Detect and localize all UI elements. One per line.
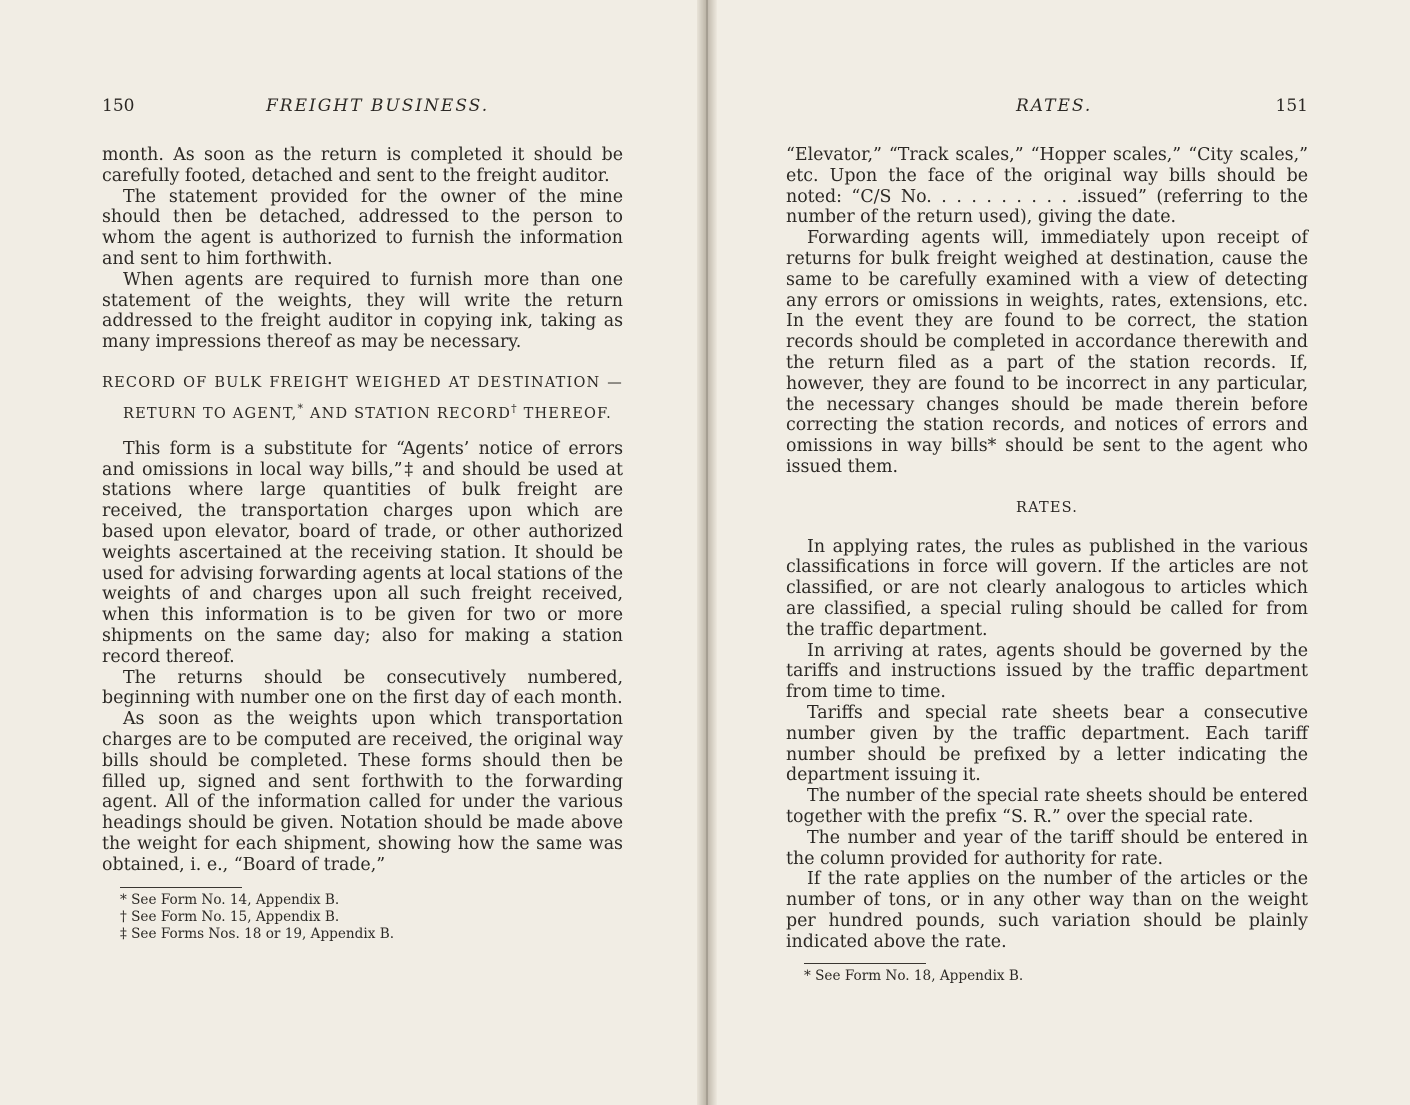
paragraph: The number of the special rate sheets should be entered together with the prefix “S. R.” over the special rate. (786, 786, 1308, 827)
paragraph: If the rate applies on the number of the articles or the number of tons, or in any other way than on the weight per hundred pounds, such variation should be plainly indicated above the rate. (786, 869, 1308, 952)
right-text-column (786, 145, 1308, 985)
paragraph: The statement provided for the owner of the mine should then be detached, addressed to the person to whom the agent is authorized to furnish the information and sent to him forthwith. (102, 186, 623, 269)
left-page (0, 0, 703, 1105)
section-heading-part-2: AND STATION RECORD (304, 405, 512, 422)
left-text-column (102, 145, 623, 943)
right-page-number: 151 (1275, 96, 1308, 116)
left-page-number: 150 (102, 96, 135, 116)
paragraph: In applying rates, the rules as published in the various classifications in force will govern. If the articles are not classified, or are not clearly analogous to articles which are classified, a special ruling should be called for from the traffic department. (786, 536, 1308, 640)
paragraph: Tariffs and special rate sheets bear a consecutive number given by the traffic department. Each tariff number should be prefixed by a letter indicating the department issuing it. (786, 702, 1308, 786)
section-heading (102, 370, 623, 427)
left-running-title: FREIGHT BUSINESS. (266, 96, 490, 116)
paragraph: As soon as the weights upon which transportation charges are to be computed are received, the original way bills should be completed. These forms should then be filled up, signed and sent forthwith to the forwarding agent. All of the information called for under the various headings should be given. Notation should be made above the weight for each shipment, showing how the same was obtained, i. e., “Board of trade,” (102, 709, 623, 875)
right-page (711, 0, 1410, 1105)
footnote-rule (804, 963, 926, 964)
right-running-title: RATES. (1016, 96, 1093, 116)
section-heading-part-3: THEREOF. (517, 405, 612, 422)
paragraph: When agents are required to furnish more than one statement of the weights, they will write the return addressed to the freight auditor in copying ink, taking as many impressions thereof as may be necessary. (102, 269, 623, 353)
footnote-mark-dagger: † (511, 401, 518, 415)
footnote: ‡ See Forms Nos. 18 or 19, Appendix B. (120, 925, 395, 942)
section-heading-part-1: RECORD OF BULK FREIGHT WEIGHED AT DESTINATION — RETURN TO AGENT, (102, 374, 623, 422)
paragraph: month. As soon as the return is completed it should be carefully footed, detached and sent to the freight auditor. (102, 145, 623, 186)
paragraph: “Elevator,” “Track scales,” “Hopper scales,” “City scales,” etc. Upon the face of the original way bills should be noted: “C/S No. . . . . . . . . . .issued” (referring to the number of the return used), giving the date. (786, 145, 1308, 228)
paragraph: In arriving at rates, agents should be governed by the tariffs and instructions issued by the traffic department from time to time. (786, 640, 1308, 703)
footnote: * See Form No. 14, Appendix B. (120, 891, 340, 908)
footnote-mark-asterisk: * (297, 401, 305, 415)
book-gutter (697, 0, 717, 1105)
footnote-rule (120, 887, 242, 888)
paragraph: The number and year of the tariff should be entered in the column provided for authority for rate. (786, 827, 1308, 869)
paragraph: Forwarding agents will, immediately upon receipt of returns for bulk freight weighed at destination, cause the same to be carefully examined with a view of detecting any errors or omissions in weights, rates, extensions, etc. In the event they are found to be correct, the station records should be completed in accordance therewith and the return filed as a part of the station records. If, however, they are found to be incorrect in any particular, the necessary changes should be made therein before correcting the station records, and notices of errors and omissions in way bills* should be sent to the agent who issued them. (786, 228, 1308, 477)
footnote: * See Form No. 18, Appendix B. (804, 968, 1024, 985)
rates-heading: RATES. (1015, 499, 1079, 516)
footnote: † See Form No. 15, Appendix B. (120, 908, 340, 925)
paragraph: This form is a substitute for “Agents’ notice of errors and omissions in local way bills,”‡ and should be used at stations where large quantities of bulk freight are received, the transportation charges upon which are based upon elevator, board of trade, or other authorized weights ascertained at the receiving station. It should be used for advising forwarding agents at local stations of the weights of and charges upon all such freight received, when this information is to be given for two or more shipments on the same day; also for making a station record thereof. (102, 438, 623, 667)
paragraph: The returns should be consecutively numbered, beginning with number one on the first day of each month. (102, 667, 623, 709)
